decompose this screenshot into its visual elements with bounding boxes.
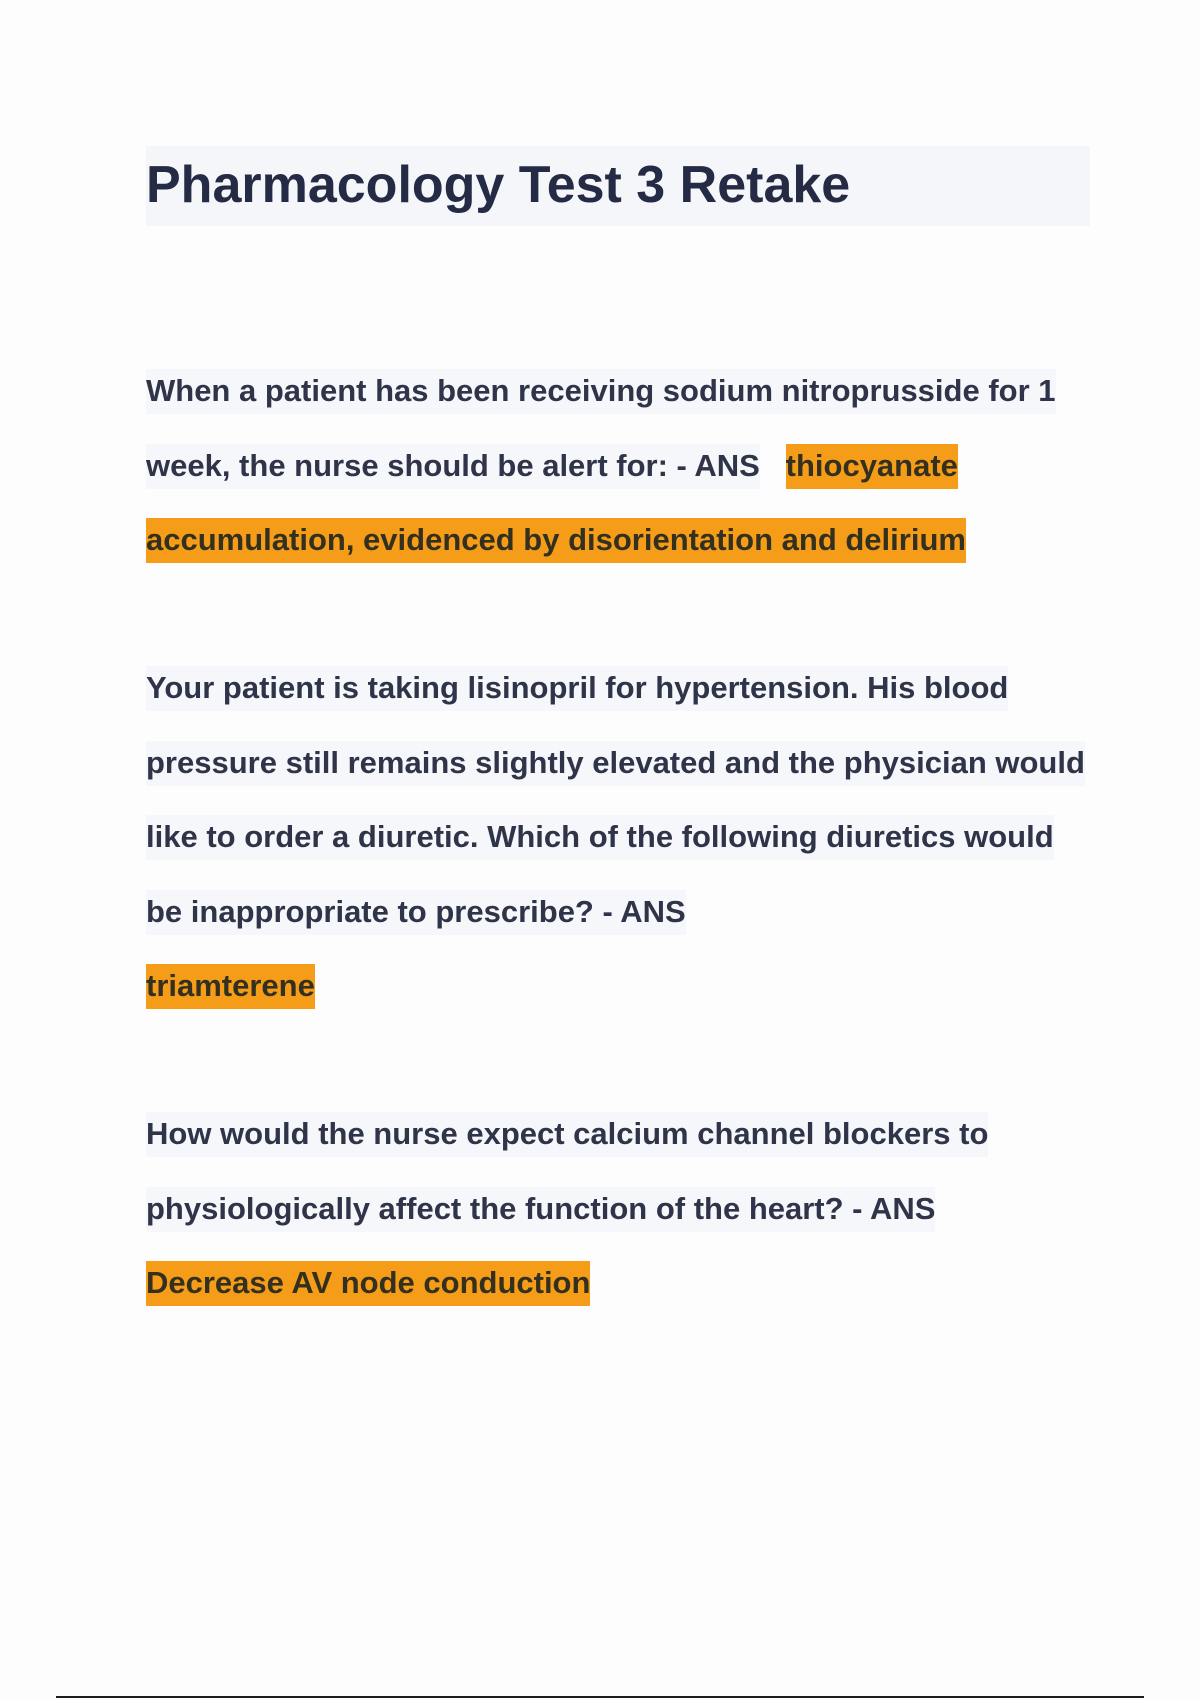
answer-marker: ANS [620, 890, 685, 935]
question-text: When a patient has been receiving sodium nitroprusside for 1 week, the nurse should be alert for: - [146, 369, 1056, 489]
answer-highlight: thiocyanate accumulation, evidenced by disorientation and delirium [146, 444, 966, 564]
title-block [146, 146, 1090, 226]
question-text: How would the nurse expect calcium channel blockers to physiologically affect the function of the heart? - [146, 1112, 988, 1232]
qa-item [146, 651, 1086, 1024]
footer-divider [56, 1696, 1144, 1698]
qa-item [146, 354, 1086, 578]
question-text: Your patient is taking lisinopril for hypertension. His blood pressure still remains slightly elevated and the physician would like to order a diuretic. Which of the following diuretics would be inappropriate to prescribe? - [146, 666, 1085, 935]
answer-highlight: Decrease AV node conduction [146, 1261, 590, 1306]
page-title: Pharmacology Test 3 Retake [146, 156, 851, 214]
answer-marker: ANS [870, 1187, 935, 1232]
answer-highlight: triamterene [146, 964, 315, 1009]
qa-item [146, 1097, 1086, 1321]
answer-marker: ANS [694, 444, 759, 489]
